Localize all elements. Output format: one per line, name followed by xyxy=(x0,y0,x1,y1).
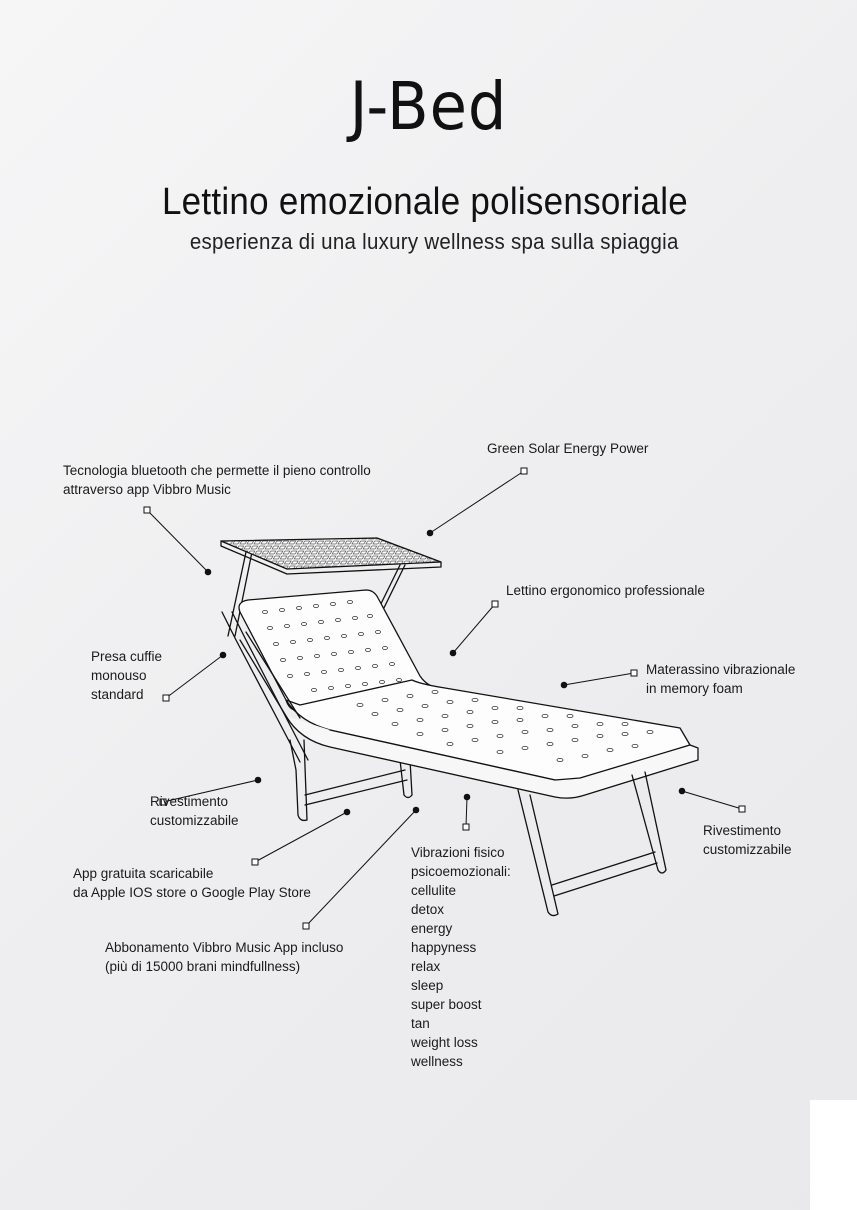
page-title: J-Bed xyxy=(349,68,508,145)
leader-mattress xyxy=(561,670,637,688)
leader-headphones xyxy=(163,652,226,701)
label-ergonomic: Lettino ergonomico professionale xyxy=(506,583,705,598)
leader-vibrations xyxy=(463,794,470,830)
label-bluetooth: Tecnologia bluetooth che permette il pieno controllo attraverso app Vibbro Music xyxy=(63,463,371,497)
leader-solar xyxy=(427,468,527,536)
label-cover-right: Rivestimento customizzabile xyxy=(703,823,792,857)
leader-ergonomic xyxy=(450,601,498,656)
label-cover-left: Rivestimento customizzabile xyxy=(150,794,239,828)
page-subtitle: Lettino emozionale polisensoriale xyxy=(161,181,689,223)
label-solar: Green Solar Energy Power xyxy=(487,441,649,456)
leader-app xyxy=(252,809,350,865)
page-tagline: esperienza di una luxury wellness spa sulla spiaggia xyxy=(189,229,679,254)
label-app: App gratuita scaricabile da Apple IOS store o Google Play Store xyxy=(73,866,311,900)
label-subscription: Abbonamento Vibbro Music App incluso (più di 15000 brani mindfullness) xyxy=(105,940,344,974)
label-headphones: Presa cuffie monouso standard xyxy=(91,649,163,702)
label-vibrations: Vibrazioni fisico psicoemozionali: cellulite detox energy happyness relax sleep super boost tan weight loss wellness xyxy=(411,845,511,1069)
leader-cover-right xyxy=(679,788,745,812)
leader-subscription xyxy=(303,807,419,929)
solar-panel xyxy=(221,538,441,569)
label-mattress: Materassino vibrazionale in memory foam xyxy=(646,662,796,696)
leader-bluetooth xyxy=(144,507,211,575)
